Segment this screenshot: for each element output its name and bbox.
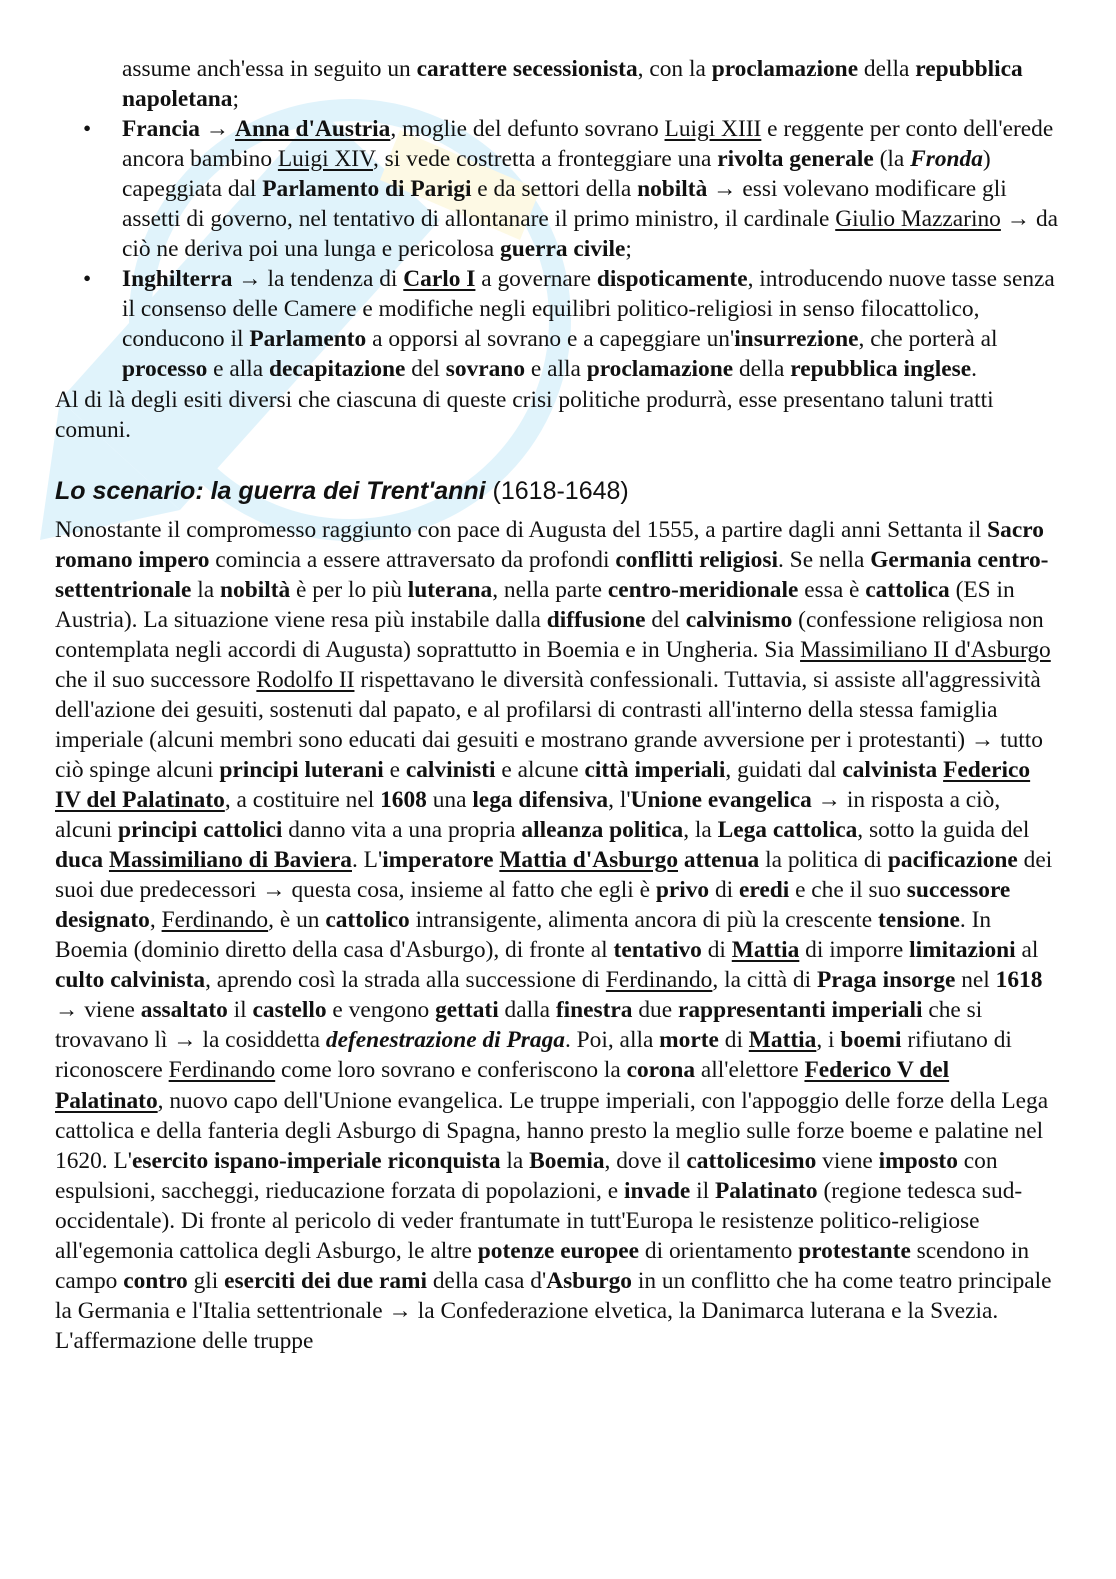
text-run: ; (625, 236, 632, 263)
text-run: cattolico (325, 907, 410, 934)
text-run: ; (232, 86, 239, 113)
text-run: rappresentanti imperiali (677, 997, 923, 1024)
text-run: (regione tedesca sud-occidentale). Di fronte al pericolo di veder frantumate in tutt'Europa le resistenze politico-religiose all'egemonia cattolica degli Asburgo, le altre (55, 1177, 1023, 1264)
text-run: potenze europee (477, 1237, 640, 1264)
text-run: imposto (878, 1147, 958, 1174)
text-run: , la città di (712, 967, 817, 994)
text-run: Rodolfo II (256, 666, 355, 693)
text-run: di imporre (799, 937, 910, 964)
text-run: e vengono (326, 997, 436, 1024)
text-run: protestante (798, 1237, 911, 1264)
text-run: carattere secessionista (416, 56, 638, 82)
text-run: comincia a essere attraversato da profondi (209, 546, 616, 573)
text-run: nel (955, 967, 996, 994)
text-run: danno vita a una propria (282, 817, 522, 844)
text-run: , l' (608, 787, 631, 814)
text-run: . In Boemia (dominio diretto della casa d'Asburgo), di fronte al (55, 907, 992, 964)
text-run: , guidati dal (725, 756, 843, 783)
text-run: (confessione religiosa non contemplata negli accordi di Augusta) soprattutto in Boemia e in Ungheria. Sia (55, 606, 1044, 663)
text-run: alleanza politica (521, 817, 684, 844)
text-run: calvinisti (405, 756, 496, 783)
text-run: all'elettore (695, 1057, 805, 1084)
section-title: Lo scenario: la guerra dei Trent'anni (55, 476, 486, 505)
text-run: guerra civile (500, 236, 626, 263)
text-run: → la tendenza di (232, 266, 404, 293)
text-run: Asburgo (546, 1267, 632, 1294)
text-run: , è un (268, 907, 326, 934)
text-run: esercito ispano-imperiale riconquista (131, 1147, 501, 1174)
text-run: che si trovavano lì → la cosiddetta (55, 997, 983, 1054)
text-run: intransigente, alimenta ancora di più la crescente (409, 907, 879, 934)
text-run: di (709, 877, 739, 904)
bullet-text (122, 266, 1055, 382)
text-run: Unione evangelica (630, 787, 812, 814)
text-run: → da ciò ne deriva poi una lunga e pericolosa (122, 206, 1059, 263)
text-run: assume anch'essa in seguito un (122, 56, 417, 82)
text-run: boemi (840, 1027, 902, 1054)
text-run: di (701, 937, 732, 964)
text-run: a opporsi al sovrano e a capeggiare un' (366, 326, 735, 353)
text-run: Fronda (910, 146, 983, 173)
text-run: Ferdinando (161, 907, 269, 934)
text-run: di (718, 1027, 749, 1054)
text-run: Ferdinando (168, 1057, 276, 1084)
text-run: Federico V del Palatinato (55, 1057, 950, 1114)
text-run: principi luterani (219, 756, 384, 783)
text-run: Nonostante il compromesso raggiunto con pace di Augusta del 1555, a partire dagli anni Settanta il (55, 516, 988, 543)
text-run: due (632, 997, 678, 1024)
text-run: (ES in Austria). La situazione viene resa più instabile dalla (55, 576, 1015, 633)
text-run: . L' (351, 847, 383, 874)
text-run: e che il suo (789, 877, 907, 904)
text-run: Parlamento di Parigi (262, 176, 472, 203)
text-run: , con la (637, 56, 712, 82)
text-run: la politica di (759, 847, 888, 874)
text-run: decapitazione (269, 356, 406, 383)
text-run: dei suoi due predecessori → questa cosa, insieme al fatto che egli è (55, 847, 1053, 904)
text-run: Palatinato (714, 1177, 818, 1204)
text-run: in un conflitto che ha come teatro principale la Germania e l'Italia settentrionale → la Confederazione elvetica, la Danimarca luterana e la Svezia. L'affermazione delle truppe (55, 1267, 1052, 1354)
text-run: morte (659, 1027, 719, 1054)
text-run: , aprendo così la strada alla successione di (205, 967, 606, 994)
text-run: del (405, 356, 446, 383)
text-run: ) capeggiata dal (122, 146, 991, 203)
text-run: sovrano (445, 356, 526, 383)
text-run: a governare (475, 266, 597, 293)
text-run: → (199, 116, 236, 143)
text-run: il (690, 1177, 715, 1204)
body-paragraph (55, 515, 1060, 1356)
text-run: insurrezione (734, 326, 859, 353)
text-run: e alla (525, 356, 587, 383)
text-run: rispettavano le diversità confessionali. Tuttavia, si assiste all'aggressività dell'azione dei gesuiti, sostenuti dal papato, e al profilarsi di contrasti all'interno della stessa famiglia imperiale (alcuni membri sono educati dai gesuiti e mostrano grande avversione per i protestanti) → tutto ciò spinge alcuni (55, 666, 1043, 783)
text-run: conflitti religiosi (615, 546, 778, 573)
text-run: castello (252, 997, 327, 1024)
document-text (55, 54, 1060, 1356)
text-run: viene (816, 1147, 879, 1174)
section-dates: (1618-1648) (485, 476, 629, 505)
text-run: Praga insorge (816, 967, 956, 994)
text-run: Massimiliano di Baviera (108, 847, 352, 874)
text-run: Sacro romano impero (55, 516, 1044, 573)
text-run: una (426, 787, 473, 814)
text-run: , si vede costretta a fronteggiare una (372, 146, 718, 173)
text-run: Lega cattolica (717, 817, 858, 844)
text-run: al (1015, 937, 1039, 964)
text-run: città imperiali (584, 756, 726, 783)
text-run: Inghilterra (122, 266, 233, 293)
text-run: rifiutano di riconoscere (55, 1027, 1012, 1084)
text-run: Mattia (731, 937, 800, 964)
summary-paragraph (55, 385, 1060, 445)
text-run: e alcune (495, 756, 585, 783)
text-run: Luigi XIV (277, 146, 373, 173)
text-run: del (645, 606, 686, 633)
bullet-dot: • (83, 116, 92, 143)
text-run: è per lo più (290, 576, 408, 603)
text-run: della casa d' (427, 1267, 547, 1294)
text-run: la (500, 1147, 530, 1174)
text-run: che il suo successore (55, 666, 257, 693)
text-run: Parlamento (249, 326, 367, 353)
text-run: Anna d'Austria (235, 116, 391, 143)
text-run: . (971, 356, 977, 383)
text-run: , a costituire nel (224, 787, 381, 814)
text-run: , nuovo capo dell'Unione evangelica. Le truppe imperiali, con l'appoggio delle forze della Lega cattolica e della fanteria degli Asburgo di Spagna, hanno presto la meglio sulle forze boeme e palatine nel 1620. L' (55, 1087, 1049, 1174)
text-run: proclamazione (711, 56, 859, 82)
text-run: Al di là degli esiti diversi che ciascuna di queste crisi politiche produrrà, esse presentano taluni tratti comuni. (55, 386, 994, 443)
text-run: Boemia (529, 1147, 605, 1174)
text-run: Massimiliano II d'Asburgo (800, 636, 1051, 663)
text-run: dispoticamente (596, 266, 748, 293)
section-heading (55, 475, 1060, 507)
text-run: il (227, 997, 253, 1024)
text-run: della (858, 56, 916, 82)
text-run: diffusione (546, 606, 646, 633)
text-run: , dove il (604, 1147, 687, 1174)
text-run: e alla (207, 356, 270, 383)
text-run: rivolta generale (717, 146, 874, 173)
text-run: Mattia d'Asburgo (499, 847, 679, 874)
text-run: , la (683, 817, 718, 844)
text-run: , introducendo nuove tasse senza il consenso delle Camere e modifiche negli equilibri politico-religiosi in senso filocattolico, conducono il (122, 266, 1055, 353)
text-run: pacificazione (887, 847, 1018, 874)
text-run: → in risposta a ciò, alcuni (55, 787, 1001, 844)
bullet-list (55, 114, 1060, 384)
text-run: dalla (498, 997, 556, 1024)
bullet-item-francia (55, 114, 1060, 264)
bullet-item-inghilterra (55, 264, 1060, 384)
text-run: repubblica napoletana (122, 56, 1023, 113)
text-run: 1618 (995, 967, 1043, 994)
text-run: defenestrazione di Praga (325, 1027, 565, 1054)
text-run: gettati (435, 997, 499, 1024)
text-run: nobiltà (637, 176, 708, 203)
text-run: 1608 (380, 787, 427, 814)
text-run: eserciti dei due rami (224, 1267, 428, 1294)
text-run: Federico IV del Palatinato (55, 756, 1031, 814)
text-run: gli (187, 1267, 225, 1294)
text-run: calvinista (842, 756, 938, 783)
text-run: imperatore (382, 847, 494, 874)
text-run: (la (873, 146, 911, 173)
text-run: Luigi XIII (664, 116, 762, 143)
text-run: essa è (798, 576, 866, 603)
text-run: Francia (122, 116, 200, 143)
text-run: di orientamento (639, 1237, 799, 1264)
text-run: Giulio Mazzarino (835, 206, 1001, 233)
text-run: cattolicesimo (686, 1147, 817, 1174)
text-run: eredi (738, 877, 790, 904)
text-run: lega difensiva (472, 787, 609, 814)
text-run: e da settori della (471, 176, 638, 203)
text-run: la (191, 576, 220, 603)
text-run: principi cattolici (118, 817, 283, 844)
text-run: tensione (878, 907, 960, 934)
text-run: , i (816, 1027, 841, 1054)
text-run: . Se nella (777, 546, 871, 573)
text-run: , che porterà al (858, 326, 998, 353)
text-run: con espulsioni, saccheggi, rieducazione forzata di popolazioni, e (55, 1147, 998, 1204)
intro-paragraph (55, 54, 1060, 114)
text-run: Mattia (748, 1027, 817, 1054)
text-run: nobiltà (219, 576, 291, 603)
text-run: finestra (555, 997, 633, 1024)
text-run: → essi volevano modificare gli assetti di governo, nel tentativo di allontanare il primo ministro, il cardinale (122, 176, 1007, 233)
text-run: , sotto la guida del (857, 817, 1030, 844)
text-run: contro (123, 1267, 188, 1294)
text-run: come loro sovrano e conferiscono la (275, 1057, 627, 1084)
text-run: attenua (683, 847, 760, 874)
text-run: Germania centro-settentrionale (55, 546, 1049, 603)
text-run: calvinismo (685, 606, 793, 633)
text-run: , moglie del defunto sovrano (390, 116, 665, 143)
text-run: luterana (407, 576, 493, 603)
text-run: . Poi, alla (564, 1027, 660, 1054)
text-run: della (733, 356, 791, 383)
text-run: corona (626, 1057, 696, 1084)
text-run: cattolica (865, 576, 950, 603)
text-run: culto calvinista (55, 967, 206, 994)
text-run: Ferdinando (605, 967, 713, 994)
text-run: privo (655, 877, 710, 904)
text-run: assaltato (140, 997, 228, 1024)
text-run: successore designato (55, 877, 1011, 934)
text-run: tentativo (613, 937, 702, 964)
text-run: repubblica inglese (790, 356, 972, 383)
text-run: , (149, 907, 162, 934)
text-run: Carlo I (403, 266, 476, 293)
text-run: invade (623, 1177, 691, 1204)
text-run: centro-meridionale (607, 576, 799, 603)
text-run: → viene (55, 997, 141, 1024)
text-run: proclamazione (586, 356, 734, 383)
text-run: scendono in campo (55, 1237, 1030, 1294)
bullet-dot: • (83, 266, 92, 293)
text-run: e (383, 756, 406, 783)
bullet-text (122, 116, 1058, 262)
text-run: e reggente per conto dell'erede ancora bambino (122, 116, 1054, 173)
text-run: processo (122, 356, 208, 383)
text-run: , nella parte (492, 576, 608, 603)
text-run: limitazioni (909, 937, 1016, 964)
text-run: duca (55, 847, 104, 874)
